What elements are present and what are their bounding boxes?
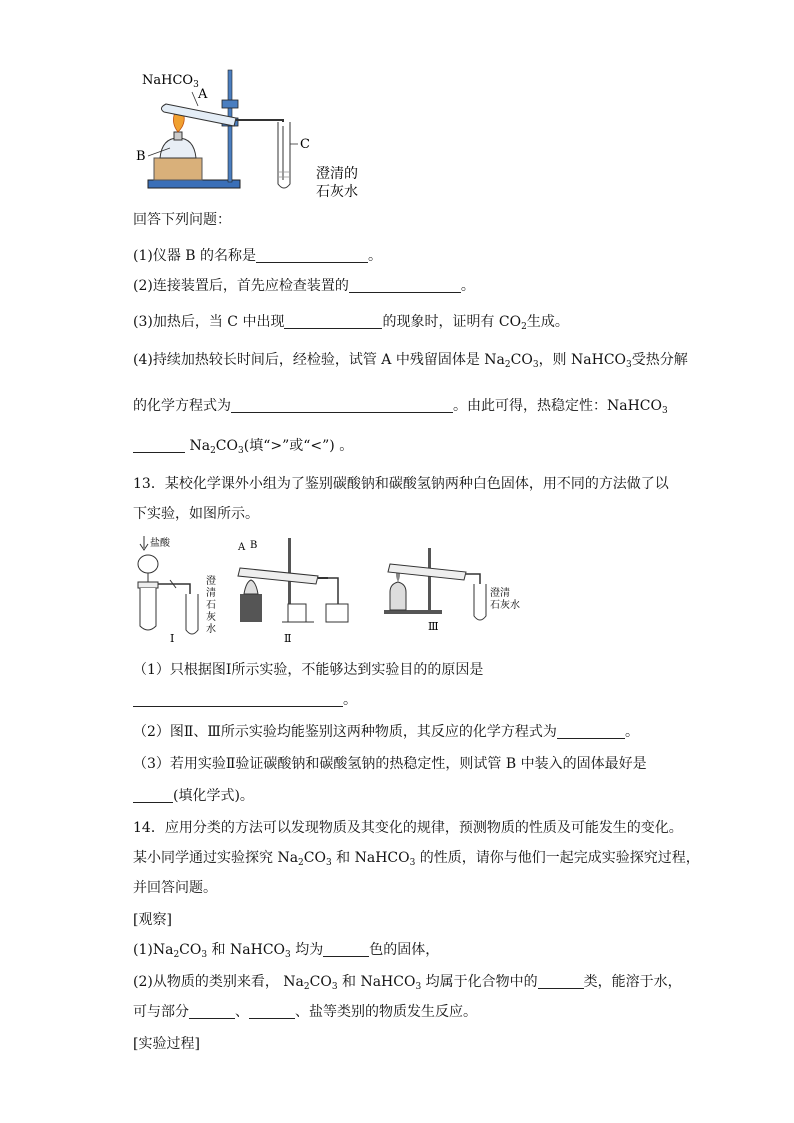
q12-part4-line3: $Na_2CO_3$(填“>”或“<”) 。 bbox=[133, 436, 353, 461]
q13-sub3-blank[interactable] bbox=[133, 788, 173, 803]
fig-hcl-label: 盐酸 bbox=[150, 538, 170, 549]
fig1-label-a: A bbox=[198, 87, 208, 102]
q14-stem-line3: 并回答问题。 bbox=[133, 880, 217, 896]
q14-process-heading: [实验过程] bbox=[133, 1036, 200, 1052]
fig1-label-c: C bbox=[300, 137, 310, 152]
fig-limewater-vertical bbox=[206, 575, 216, 635]
fig-label-2: Ⅱ bbox=[284, 632, 292, 644]
q13-figure-1 bbox=[138, 536, 216, 644]
q14-react-blank-2[interactable] bbox=[249, 1004, 295, 1019]
q13-figure-2 bbox=[237, 538, 348, 644]
fig3-limewater-1: 澄清 bbox=[490, 588, 510, 599]
q12-part2-blank[interactable] bbox=[349, 278, 461, 293]
fig1-label-limewater-1: 澄清的 bbox=[316, 166, 358, 182]
fig-label-3: Ⅲ bbox=[428, 620, 439, 633]
q12-part3-blank[interactable] bbox=[284, 314, 382, 329]
q12-intro: 回答下列问题： bbox=[133, 212, 231, 228]
svg-text:澄: 澄 bbox=[206, 576, 216, 587]
fig2-label-b: B bbox=[250, 540, 258, 551]
q13-sub2-blank[interactable] bbox=[557, 724, 625, 739]
q14-observe-heading: [观察] bbox=[133, 912, 172, 928]
q13-sub1-line2: 。 bbox=[133, 690, 357, 710]
q13-sub3-line2: (填化学式)。 bbox=[133, 786, 254, 806]
svg-text:灰: 灰 bbox=[206, 612, 216, 623]
svg-text:清: 清 bbox=[206, 588, 216, 599]
q14-stem-line1: 14．应用分类的方法可以发现物质及其变化的规律，预测物质的性质及可能发生的变化。 bbox=[133, 820, 683, 836]
svg-text:石: 石 bbox=[206, 600, 216, 611]
q12-equation-blank[interactable] bbox=[231, 398, 453, 413]
fig2-label-a: A bbox=[238, 542, 246, 553]
nahco3-heating-apparatus-figure bbox=[128, 60, 378, 200]
fig-label-1: Ⅰ bbox=[170, 632, 175, 644]
fig1-label-nahco3: NaHCO$_3$ bbox=[142, 73, 199, 90]
q13-sub1-line1: （1）只根据图Ⅰ所示实验，不能够达到实验目的的原因是 bbox=[133, 662, 484, 678]
q12-part3: (3)加热后，当 C 中出现 的现象时，证明有 $CO_2$生成。 bbox=[133, 314, 569, 332]
q12-part1: (1)仪器 B 的名称是 。 bbox=[133, 248, 383, 264]
q14-observe-3: 可与部分 、 、盐等类别的物质发生反应。 bbox=[133, 1004, 477, 1020]
q13-stem-line2: 下实验，如图所示。 bbox=[133, 506, 259, 522]
q14-stem-line2: 某小同学通过实验探究 $Na_2CO_3$ 和 NaHCO$_3$ 的性质，请你与他们一起完成实验探究过程， bbox=[133, 850, 700, 868]
fig1-label-b: B bbox=[136, 149, 146, 164]
q12-part4-line1: (4)持续加热较长时间后，经检验，试管 A 中残留固体是 $Na_2CO_3$，则 NaHCO$_3$受热分解 bbox=[133, 352, 688, 370]
q13-stem-line1: 13．某校化学课外小组为了鉴别碳酸钠和碳酸氢钠两种白色固体，用不同的方法做了以 bbox=[133, 476, 669, 492]
q14-observe-2: (2)从物质的类别来看， $Na_2CO_3$ 和 NaHCO$_3$ 均属于化合物中的 类，能溶于水， bbox=[133, 974, 682, 992]
q12-part4-line2: 的化学方程式为 。由此可得，热稳定性：NaHCO$_3$ bbox=[133, 398, 668, 416]
svg-text:水: 水 bbox=[206, 624, 216, 635]
q14-react-blank-1[interactable] bbox=[189, 1004, 235, 1019]
fig3-limewater-2: 石灰水 bbox=[490, 600, 520, 611]
q13-sub1-blank[interactable] bbox=[133, 692, 343, 707]
q14-color-blank[interactable] bbox=[323, 942, 369, 957]
q12-part2: (2)连接装置后，首先应检查装置的 。 bbox=[133, 278, 475, 294]
q12-compare-blank[interactable] bbox=[133, 438, 185, 453]
q13-sub3-line1: （3）若用实验Ⅱ验证碳酸钠和碳酸氢钠的热稳定性，则试管 B 中装入的固体最好是 bbox=[133, 756, 647, 772]
fig1-label-limewater-2: 石灰水 bbox=[316, 184, 358, 200]
q13-figure-3 bbox=[384, 548, 520, 633]
q14-class-blank[interactable] bbox=[538, 974, 584, 989]
q13-sub2: （2）图Ⅱ、Ⅲ所示实验均能鉴别这两种物质，其反应的化学方程式为 。 bbox=[133, 724, 639, 740]
q12-part1-blank[interactable] bbox=[256, 248, 368, 263]
q14-observe-1: $(1)Na_2CO_3$ 和 NaHCO$_3$ 均为 色的固体， bbox=[133, 942, 440, 960]
q13-experiment-figures bbox=[128, 534, 538, 644]
